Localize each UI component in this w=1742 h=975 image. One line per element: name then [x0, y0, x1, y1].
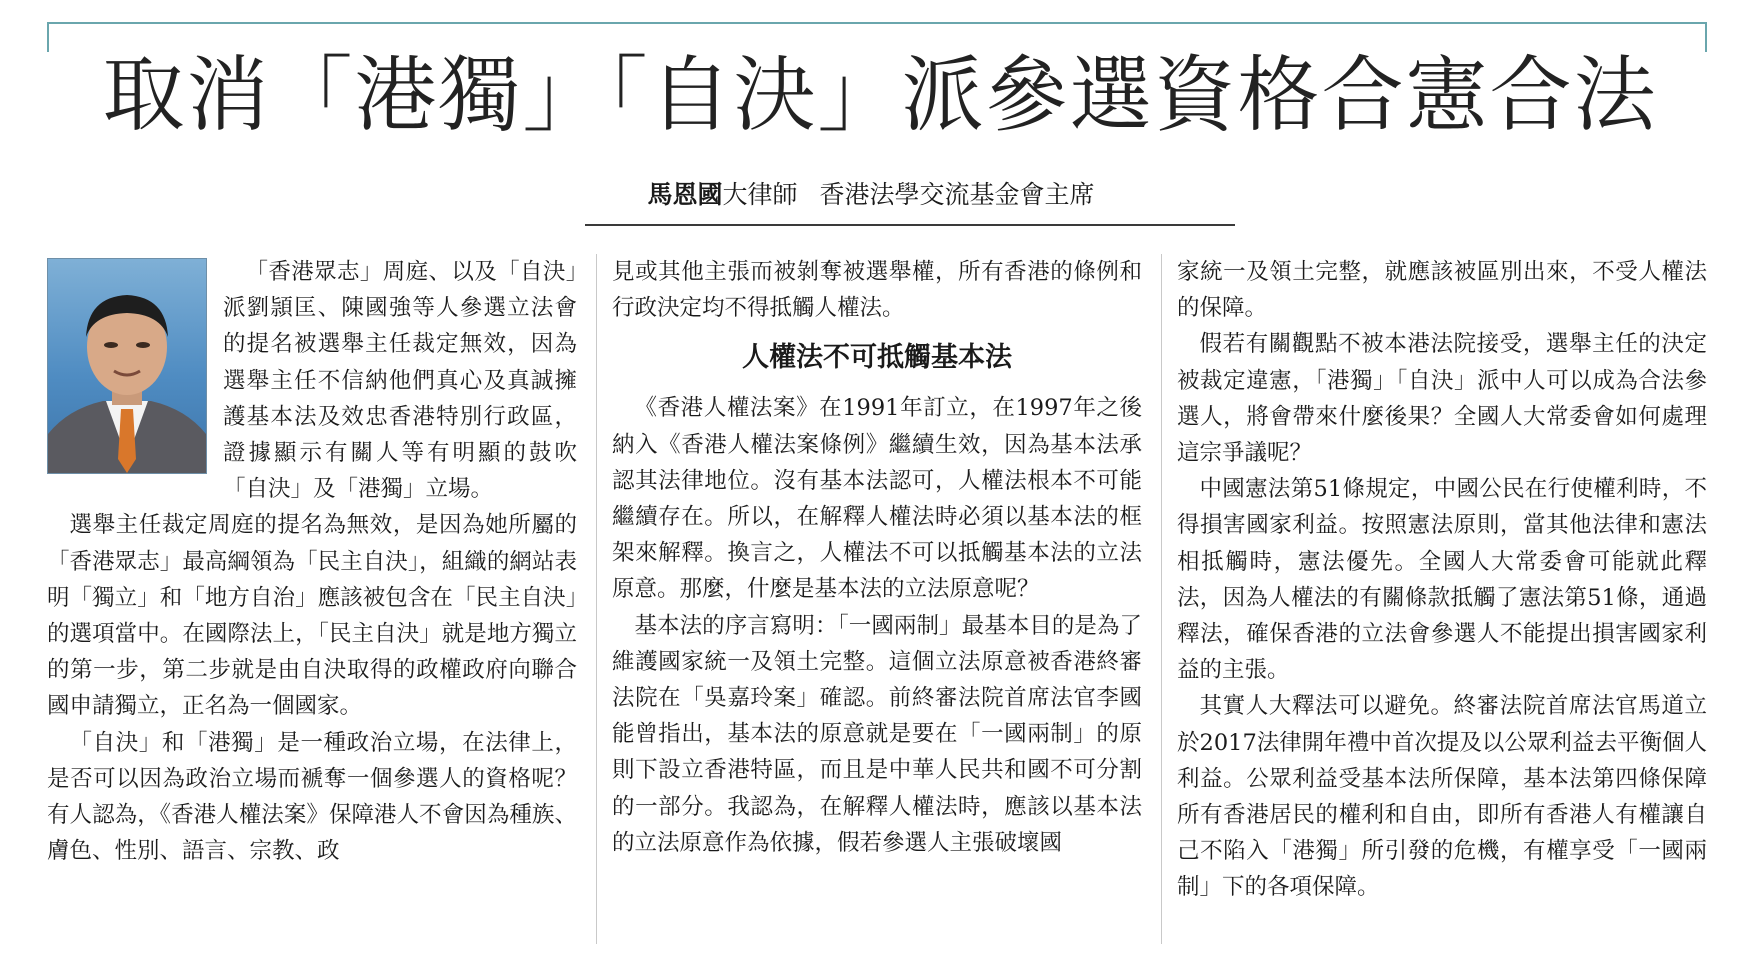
article-column-2 — [612, 254, 1142, 954]
paragraph: 其實人大釋法可以避免。終審法院首席法官馬道立於2017法律開年禮中首次提及以公眾利益去平衡個人利益。公眾利益受基本法所保障，基本法第四條保障所有香港居民的權利和自由，即所有香港人有權讓自己不陷入「港獨」所引發的危機，有權享受「一國兩制」下的各項保障。 — [1177, 693, 1707, 901]
article-column-3 — [1177, 254, 1707, 954]
column-divider — [1161, 254, 1162, 944]
article-column-1 — [47, 254, 577, 954]
paragraph: 見或其他主張而被剝奪被選舉權，所有香港的條例和行政決定均不得抵觸人權法。 — [612, 259, 1142, 322]
paragraph: 假若有關觀點不被本港法院接受，選舉主任的決定被裁定違憲，「港獨」「自決」派中人可以成為合法參選人，將會帶來什麼後果？全國人大常委會如何處理這宗爭議呢？ — [1177, 331, 1707, 467]
author-title: 大律師 — [722, 180, 798, 209]
paragraph: 家統一及領土完整，就應該被區別出來，不受人權法的保障。 — [1177, 259, 1707, 322]
paragraph: 選舉主任裁定周庭的提名為無效，是因為她所屬的「香港眾志」最高綱領為「民主自決」，組織的網站表明「獨立」和「地方自治」應該被包含在「民主自決」的選項當中。在國際法上，「民主自決」就是地方獨立的第一步，第二步就是由自決取得的政權政府向聯合國申請獨立，正名為一個國家。 — [47, 512, 577, 720]
paragraph: 「自決」和「港獨」是一種政治立場，在法律上，是否可以因為政治立場而褫奪一個參選人的資格呢？有人認為，《香港人權法案》保障港人不會因為種族、膚色、性別、語言、宗教、政 — [47, 729, 577, 865]
top-frame-left-edge — [47, 22, 49, 52]
top-frame-rule — [47, 22, 1707, 24]
paragraph: 《香港人權法案》在1991年訂立，在1997年之後納入《香港人權法案條例》繼續生效，因為基本法承認其法律地位。沒有基本法認可，人權法根本不可能繼續存在。所以，在解釋人權法時必須以基本法的框架來解釋。換言之，人權法不可以抵觸基本法的立法原意。那麼，什麼是基本法的立法原意呢？ — [612, 395, 1142, 603]
paragraph: 「香港眾志」周庭、以及「自決」派劉頴匡、陳國強等人參選立法會的提名被選舉主任裁定無效，因為選舉主任不信納他們真心及真誠擁護基本法及效忠香港特別行政區，證據顯示有關人等有明顯的鼓吹「自決」及「港獨」立場。 — [223, 259, 577, 503]
byline-underline — [585, 224, 1235, 226]
article-headline: 取消「港獨」「自決」派參選資格合憲合法 — [102, 48, 1658, 143]
top-frame-right-edge — [1705, 22, 1707, 52]
author-photo — [47, 258, 207, 474]
paragraph: 中國憲法第51條規定，中國公民在行使權利時，不得損害國家利益。按照憲法原則，當其他法律和憲法相抵觸時，憲法優先。全國人大常委會可能就此釋法，因為人權法的有關條款抵觸了憲法第51條，通過釋法，確保香港的立法會參選人不能提出損害國家利益的主張。 — [1177, 476, 1707, 684]
column-divider — [596, 254, 597, 944]
paragraph: 基本法的序言寫明：「一國兩制」最基本目的是為了維護國家統一及領土完整。這個立法原意被香港終審法院在「吳嘉玲案」確認。前終審法院首席法官李國能曾指出，基本法的原意就是要在「一國兩制」的原則下設立香港特區，而且是中華人民共和國不可分割的一部分。我認為，在解釋人權法時，應該以基本法的立法原意作為依據，假若參選人主張破壞國 — [612, 612, 1142, 856]
author-organization: 香港法學交流基金會主席 — [819, 180, 1095, 209]
byline — [0, 178, 1742, 212]
section-subheading: 人權法不可抵觸基本法 — [742, 342, 1012, 374]
author-name: 馬恩國 — [647, 180, 723, 209]
